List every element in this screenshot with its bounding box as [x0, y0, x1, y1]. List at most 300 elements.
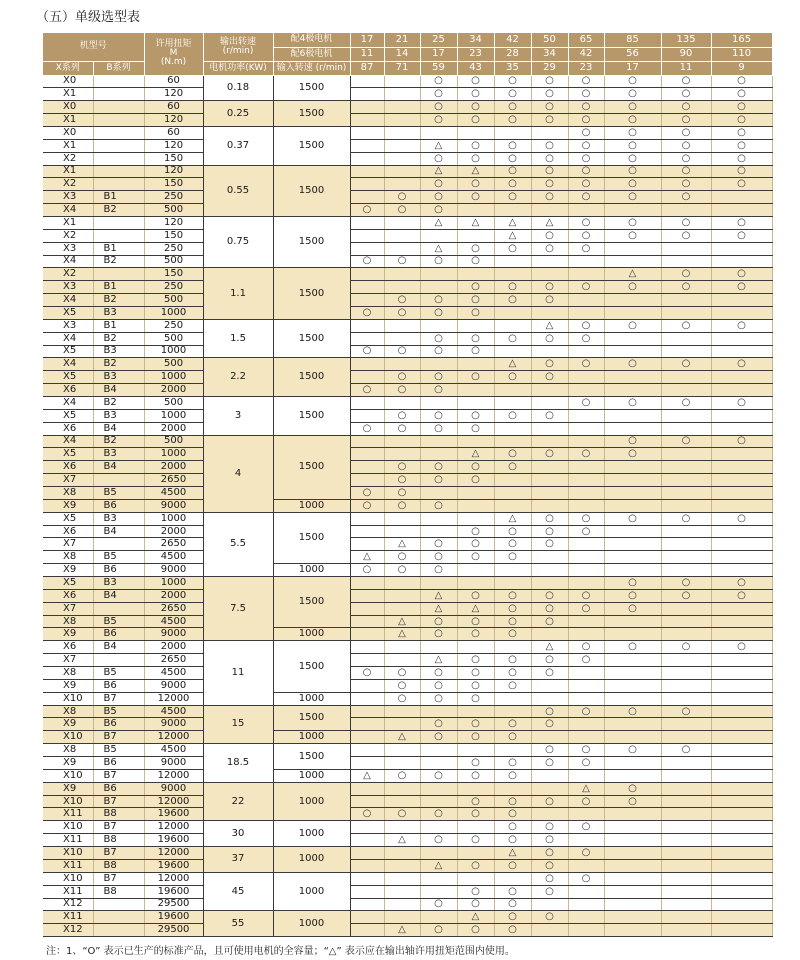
- mark-cell: [384, 911, 420, 924]
- table-row: [43, 319, 772, 332]
- mark-cell: [384, 448, 420, 461]
- mark-cell: [711, 679, 772, 692]
- mark-cell: [604, 474, 661, 487]
- mark-cell: ○: [568, 589, 604, 602]
- x-model-cell: X12: [43, 924, 93, 937]
- mark-cell: ○: [494, 679, 531, 692]
- mark-cell: [420, 281, 457, 294]
- b-model-cell: B4: [93, 589, 144, 602]
- x-model-cell: X4: [43, 294, 93, 307]
- mark-cell: ○: [531, 847, 568, 860]
- mark-cell: ○: [711, 114, 772, 127]
- x-model-cell: X2: [43, 178, 93, 191]
- x-model-cell: X10: [43, 795, 93, 808]
- mark-cell: ○: [568, 795, 604, 808]
- b-model-cell: B8: [93, 885, 144, 898]
- mark-cell: [711, 448, 772, 461]
- mark-cell: [604, 332, 661, 345]
- torque-cell: 4500: [144, 615, 203, 628]
- mark-cell: [604, 615, 661, 628]
- input-speed-cell: 1500: [273, 268, 350, 319]
- mark-cell: [457, 744, 494, 757]
- mark-cell: [604, 911, 661, 924]
- mark-cell: ○: [420, 152, 457, 165]
- mark-cell: △: [420, 654, 457, 667]
- mark-cell: ○: [531, 178, 568, 191]
- b-model-cell: [93, 75, 144, 88]
- mark-cell: [568, 551, 604, 564]
- mark-cell: ○: [494, 795, 531, 808]
- mark-cell: [711, 422, 772, 435]
- table-row: [43, 795, 772, 808]
- mark-cell: ○: [350, 345, 384, 358]
- mark-cell: [494, 872, 531, 885]
- x-model-cell: X11: [43, 808, 93, 821]
- mark-cell: [350, 512, 384, 525]
- mark-cell: △: [457, 911, 494, 924]
- mark-cell: [350, 371, 384, 384]
- mark-cell: ○: [531, 538, 568, 551]
- mark-cell: ○: [711, 589, 772, 602]
- mark-cell: △: [494, 512, 531, 525]
- mark-cell: [568, 911, 604, 924]
- mark-cell: [384, 795, 420, 808]
- b-model-cell: B2: [93, 294, 144, 307]
- mark-cell: ○: [661, 75, 711, 88]
- table-row: [43, 191, 772, 204]
- mark-cell: [661, 345, 711, 358]
- speed4-cell: 165: [711, 33, 772, 47]
- torque-cell: 500: [144, 435, 203, 448]
- mark-cell: [531, 474, 568, 487]
- power-cell: 7.5: [203, 577, 273, 641]
- mark-cell: [350, 88, 384, 101]
- mark-cell: [420, 821, 457, 834]
- input-speed-cell: 1000: [273, 628, 350, 641]
- mark-cell: [350, 242, 384, 255]
- mark-cell: [350, 679, 384, 692]
- table-row: [43, 345, 772, 358]
- mark-cell: [350, 101, 384, 114]
- torque-cell: 4500: [144, 487, 203, 500]
- mark-cell: ○: [420, 409, 457, 422]
- mark-cell: ○: [494, 371, 531, 384]
- input-speed-cell: 1500: [273, 577, 350, 628]
- b-model-cell: B6: [93, 679, 144, 692]
- mark-cell: [494, 499, 531, 512]
- mark-cell: ○: [494, 731, 531, 744]
- torque-cell: 19600: [144, 911, 203, 924]
- b-model-cell: [93, 924, 144, 937]
- mark-cell: [350, 872, 384, 885]
- mark-cell: ○: [531, 872, 568, 885]
- power-cell: 3: [203, 396, 273, 435]
- mark-cell: [384, 898, 420, 911]
- mark-cell: ○: [711, 88, 772, 101]
- mark-cell: ○: [531, 229, 568, 242]
- mark-cell: △: [350, 769, 384, 782]
- torque-cell: 1000: [144, 448, 203, 461]
- mark-cell: ○: [457, 332, 494, 345]
- input-speed-cell: 1500: [273, 435, 350, 499]
- x-model-cell: X4: [43, 204, 93, 217]
- mark-cell: ○: [604, 448, 661, 461]
- mark-cell: △: [494, 229, 531, 242]
- mark-cell: ○: [494, 769, 531, 782]
- table-row: [43, 229, 772, 242]
- mark-cell: [661, 795, 711, 808]
- b-model-cell: B6: [93, 782, 144, 795]
- mark-cell: ○: [420, 808, 457, 821]
- mark-cell: [661, 628, 711, 641]
- torque-cell: 60: [144, 101, 203, 114]
- b-model-cell: [93, 911, 144, 924]
- mark-cell: ○: [420, 538, 457, 551]
- x-model-cell: X10: [43, 692, 93, 705]
- torque-cell: 4500: [144, 667, 203, 680]
- mark-cell: [384, 512, 420, 525]
- input-speed-cell: 1000: [273, 769, 350, 782]
- mark-cell: [494, 641, 531, 654]
- mark-cell: ○: [457, 589, 494, 602]
- x-model-cell: X6: [43, 422, 93, 435]
- power-cell: 15: [203, 705, 273, 744]
- power-cell: 55: [203, 911, 273, 937]
- mark-cell: [604, 551, 661, 564]
- mark-cell: ○: [661, 358, 711, 371]
- mark-cell: ○: [457, 757, 494, 770]
- mark-cell: [711, 667, 772, 680]
- mark-cell: ○: [711, 358, 772, 371]
- mark-cell: [350, 525, 384, 538]
- mark-cell: ○: [661, 229, 711, 242]
- mark-cell: ○: [384, 255, 420, 268]
- mark-cell: [711, 345, 772, 358]
- torque-cell: 2650: [144, 602, 203, 615]
- mark-cell: ○: [350, 487, 384, 500]
- mark-cell: [711, 757, 772, 770]
- mark-cell: ○: [568, 358, 604, 371]
- mark-cell: ○: [531, 114, 568, 127]
- mark-cell: ○: [711, 178, 772, 191]
- speed6-cell: 35: [494, 61, 531, 75]
- torque-cell: 150: [144, 152, 203, 165]
- mark-cell: ○: [661, 139, 711, 152]
- mark-cell: [384, 821, 420, 834]
- torque-cell: 4500: [144, 551, 203, 564]
- mark-cell: [661, 499, 711, 512]
- mark-cell: ○: [457, 551, 494, 564]
- mark-cell: [420, 396, 457, 409]
- mark-cell: ○: [457, 795, 494, 808]
- mark-cell: [661, 834, 711, 847]
- b-model-cell: B7: [93, 692, 144, 705]
- mark-cell: [711, 499, 772, 512]
- mark-cell: ○: [711, 152, 772, 165]
- mark-cell: [661, 692, 711, 705]
- mark-cell: [531, 769, 568, 782]
- mark-cell: ○: [604, 191, 661, 204]
- mark-cell: [420, 268, 457, 281]
- mark-cell: [350, 731, 384, 744]
- b-model-cell: B2: [93, 255, 144, 268]
- b-model-cell: B3: [93, 577, 144, 590]
- mark-cell: [531, 268, 568, 281]
- mark-cell: [711, 782, 772, 795]
- mark-cell: ○: [661, 88, 711, 101]
- torque-cell: 9000: [144, 757, 203, 770]
- mark-cell: △: [420, 139, 457, 152]
- b-model-cell: B4: [93, 525, 144, 538]
- torque-cell: 250: [144, 191, 203, 204]
- x-model-cell: X10: [43, 731, 93, 744]
- mark-cell: ○: [711, 126, 772, 139]
- mark-cell: △: [384, 538, 420, 551]
- mark-cell: [457, 487, 494, 500]
- b-model-cell: B6: [93, 757, 144, 770]
- table-row: [43, 75, 772, 88]
- mark-cell: [384, 88, 420, 101]
- mark-cell: [711, 191, 772, 204]
- table-row: [43, 911, 772, 924]
- mark-cell: [531, 731, 568, 744]
- x-model-cell: X9: [43, 679, 93, 692]
- mark-cell: ○: [568, 229, 604, 242]
- x-model-cell: X2: [43, 268, 93, 281]
- x-model-cell: X10: [43, 847, 93, 860]
- mark-cell: ○: [568, 216, 604, 229]
- table-row: [43, 114, 772, 127]
- torque-cell: 2650: [144, 538, 203, 551]
- b-model-cell: B4: [93, 422, 144, 435]
- mark-cell: [420, 435, 457, 448]
- x-model-cell: X10: [43, 821, 93, 834]
- b-model-cell: [93, 126, 144, 139]
- mark-cell: ○: [420, 306, 457, 319]
- b-model-cell: [93, 538, 144, 551]
- table-row: [43, 885, 772, 898]
- table-row: [43, 782, 772, 795]
- table-row: [43, 474, 772, 487]
- mark-cell: ○: [457, 409, 494, 422]
- mark-cell: △: [350, 551, 384, 564]
- input-speed-cell: 1500: [273, 396, 350, 435]
- power-cell: 5.5: [203, 512, 273, 576]
- torque-cell: 120: [144, 216, 203, 229]
- mark-cell: ○: [350, 384, 384, 397]
- x-model-cell: X8: [43, 615, 93, 628]
- table-row: [43, 139, 772, 152]
- mark-cell: ○: [531, 667, 568, 680]
- mark-cell: ○: [457, 75, 494, 88]
- mark-cell: ○: [457, 88, 494, 101]
- x-series-header: X系列: [43, 61, 93, 75]
- x-model-cell: X5: [43, 306, 93, 319]
- x-model-cell: X9: [43, 628, 93, 641]
- b-model-cell: B1: [93, 191, 144, 204]
- table-row: [43, 859, 772, 872]
- mark-cell: ○: [568, 75, 604, 88]
- mark-cell: ○: [494, 281, 531, 294]
- mark-cell: ○: [604, 589, 661, 602]
- input-speed-cell: 1000: [273, 499, 350, 512]
- mark-cell: ○: [420, 731, 457, 744]
- mark-cell: [457, 641, 494, 654]
- mark-cell: [494, 319, 531, 332]
- mark-cell: [604, 306, 661, 319]
- mark-cell: ○: [531, 165, 568, 178]
- table-row: [43, 152, 772, 165]
- torque-cell: 12000: [144, 821, 203, 834]
- x-model-cell: X7: [43, 602, 93, 615]
- table-row: [43, 332, 772, 345]
- mark-cell: ○: [661, 512, 711, 525]
- model-header: 机型号: [43, 33, 144, 61]
- mark-cell: [494, 306, 531, 319]
- output-speed-line2: (r/min): [222, 45, 254, 56]
- power-cell: 0.25: [203, 101, 273, 127]
- mark-cell: [661, 769, 711, 782]
- table-row: [43, 692, 772, 705]
- mark-cell: [420, 795, 457, 808]
- ratio-cell: 28: [494, 47, 531, 61]
- torque-cell: 9000: [144, 679, 203, 692]
- mark-cell: ○: [457, 885, 494, 898]
- mark-cell: ○: [350, 306, 384, 319]
- mark-cell: △: [494, 847, 531, 860]
- b-model-cell: B8: [93, 834, 144, 847]
- mark-cell: [350, 847, 384, 860]
- mark-cell: ○: [531, 911, 568, 924]
- mark-cell: [604, 834, 661, 847]
- table-row: [43, 88, 772, 101]
- mark-cell: [350, 268, 384, 281]
- mark-cell: [384, 281, 420, 294]
- mark-cell: ○: [457, 538, 494, 551]
- b-model-cell: [93, 602, 144, 615]
- torque-cell: 500: [144, 332, 203, 345]
- mark-cell: [661, 551, 711, 564]
- table-row: [43, 294, 772, 307]
- power-cell: 1.5: [203, 319, 273, 358]
- mark-cell: ○: [420, 924, 457, 937]
- mark-cell: [568, 306, 604, 319]
- b-model-cell: B7: [93, 769, 144, 782]
- mark-cell: [568, 294, 604, 307]
- mark-cell: ○: [384, 679, 420, 692]
- mark-cell: ○: [604, 744, 661, 757]
- mark-cell: ○: [531, 191, 568, 204]
- mark-cell: [350, 294, 384, 307]
- mark-cell: [604, 564, 661, 577]
- mark-cell: ○: [568, 448, 604, 461]
- torque-cell: 120: [144, 114, 203, 127]
- speed6-cell: 43: [457, 61, 494, 75]
- mark-cell: ○: [568, 821, 604, 834]
- mark-cell: [494, 268, 531, 281]
- mark-cell: ○: [384, 191, 420, 204]
- mark-cell: △: [420, 602, 457, 615]
- b-model-cell: B2: [93, 435, 144, 448]
- mark-cell: ○: [531, 859, 568, 872]
- mark-cell: [384, 577, 420, 590]
- torque-cell: 500: [144, 255, 203, 268]
- mark-cell: [531, 692, 568, 705]
- mark-cell: [350, 191, 384, 204]
- mark-cell: [661, 821, 711, 834]
- x-model-cell: X4: [43, 332, 93, 345]
- mark-cell: ○: [531, 885, 568, 898]
- mark-cell: ○: [494, 718, 531, 731]
- mark-cell: [350, 358, 384, 371]
- b-model-cell: B6: [93, 718, 144, 731]
- input-speed-cell: 1500: [273, 101, 350, 127]
- mark-cell: [711, 731, 772, 744]
- b-model-cell: [93, 101, 144, 114]
- mark-cell: [350, 332, 384, 345]
- mark-cell: ○: [661, 744, 711, 757]
- b-model-cell: B8: [93, 808, 144, 821]
- power-header: 电机功率(KW): [203, 61, 273, 75]
- mark-cell: ○: [711, 319, 772, 332]
- x-model-cell: X4: [43, 396, 93, 409]
- mark-cell: [531, 204, 568, 217]
- table-row: [43, 101, 772, 114]
- mark-cell: ○: [457, 859, 494, 872]
- power-cell: 45: [203, 872, 273, 911]
- x-model-cell: X8: [43, 744, 93, 757]
- mark-cell: ○: [457, 679, 494, 692]
- x-model-cell: X1: [43, 139, 93, 152]
- x-model-cell: X5: [43, 512, 93, 525]
- x-model-cell: X3: [43, 242, 93, 255]
- torque-cell: 19600: [144, 859, 203, 872]
- b-model-cell: B6: [93, 628, 144, 641]
- b-model-cell: B1: [93, 281, 144, 294]
- mark-cell: ○: [384, 551, 420, 564]
- mark-cell: [384, 782, 420, 795]
- x-model-cell: X8: [43, 551, 93, 564]
- mark-cell: [568, 924, 604, 937]
- torque-cell: 12000: [144, 872, 203, 885]
- mark-cell: [568, 255, 604, 268]
- footnote: 注：1、“O” 表示已生产的标准产品，且可使用电机的全容量；“△” 表示应在输出轴许用扭矩范围内使用。: [46, 946, 515, 957]
- mark-cell: ○: [531, 75, 568, 88]
- x-model-cell: X1: [43, 165, 93, 178]
- power-cell: 2.2: [203, 358, 273, 397]
- mark-cell: ○: [384, 409, 420, 422]
- mark-cell: [457, 126, 494, 139]
- mark-cell: [711, 885, 772, 898]
- mark-cell: ○: [531, 371, 568, 384]
- mark-cell: ○: [531, 358, 568, 371]
- mark-cell: ○: [420, 718, 457, 731]
- mark-cell: ○: [604, 641, 661, 654]
- mark-cell: [350, 229, 384, 242]
- torque-cell: 250: [144, 242, 203, 255]
- mark-cell: [661, 679, 711, 692]
- mark-cell: [661, 924, 711, 937]
- mark-cell: [494, 204, 531, 217]
- mark-cell: [568, 461, 604, 474]
- x-model-cell: X5: [43, 345, 93, 358]
- torque-cell: 2000: [144, 589, 203, 602]
- mark-cell: [661, 306, 711, 319]
- mark-cell: [350, 165, 384, 178]
- input-speed-cell: 1500: [273, 641, 350, 692]
- mark-cell: [568, 679, 604, 692]
- mark-cell: [604, 757, 661, 770]
